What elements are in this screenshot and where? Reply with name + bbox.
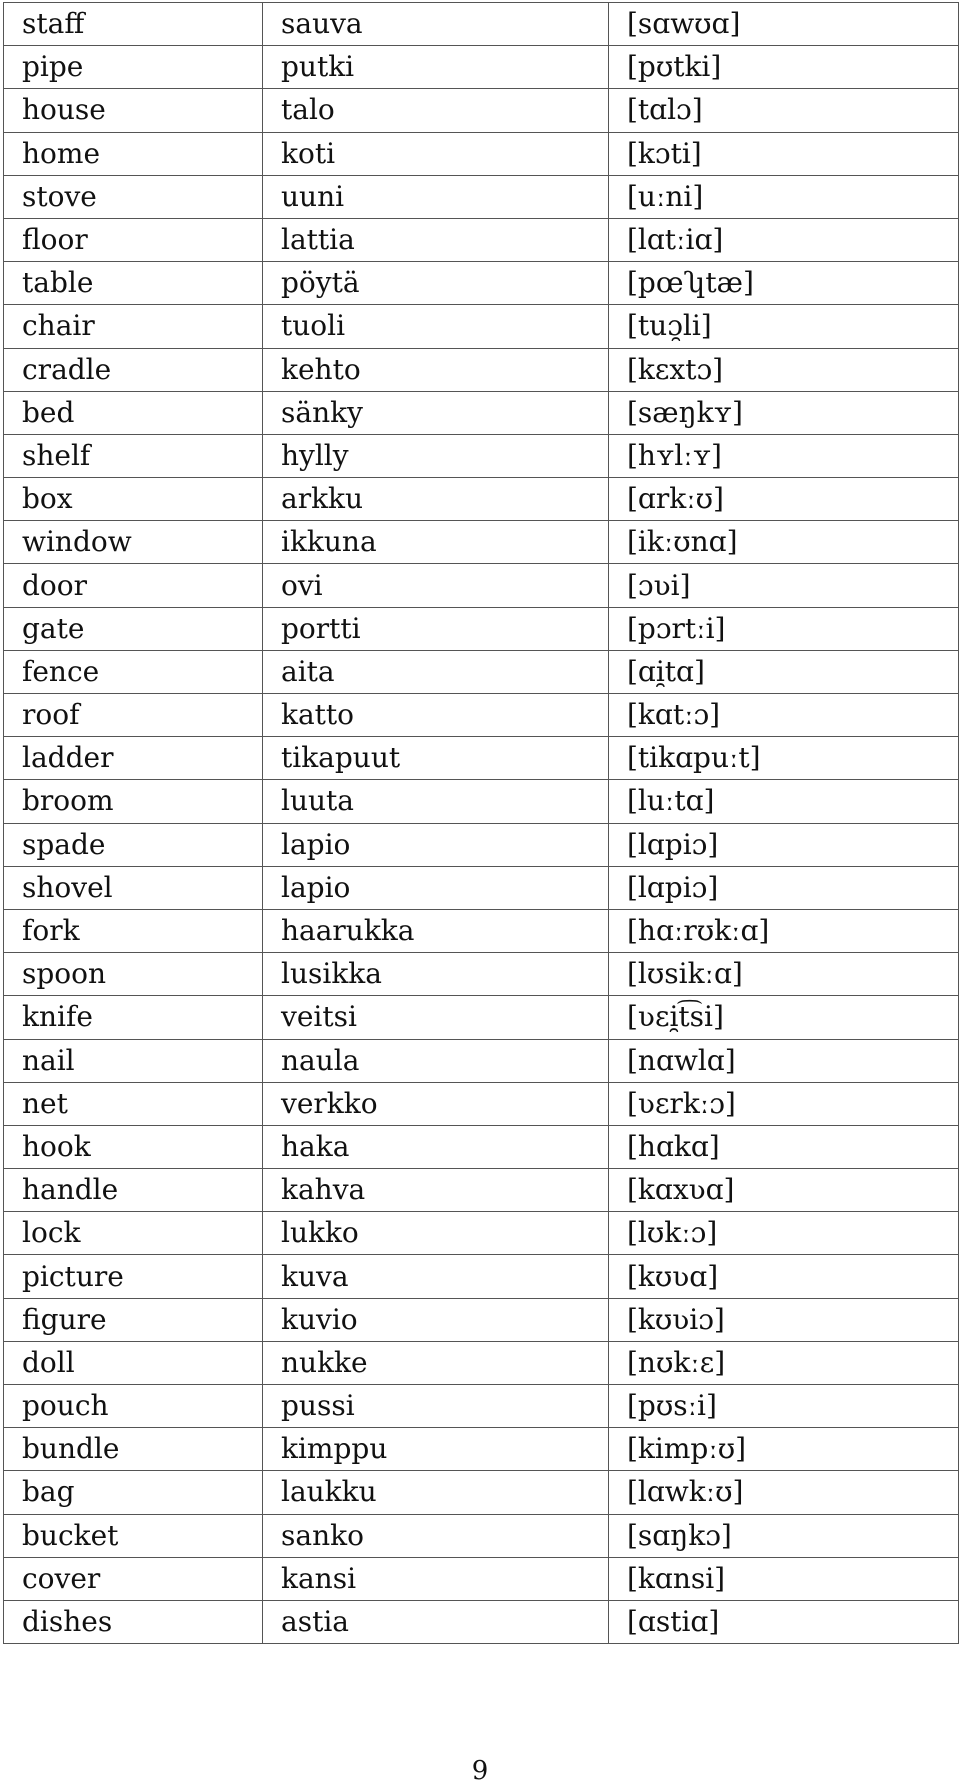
finnish-word-cell: kansi	[263, 1557, 609, 1600]
table-row	[4, 1212, 959, 1255]
table-row	[4, 1298, 959, 1341]
finnish-word-cell: nukke	[263, 1341, 609, 1384]
finnish-word-cell: aita	[263, 650, 609, 693]
table-row	[4, 1169, 959, 1212]
ipa-transcription-cell: [pœʮtæ]	[609, 262, 959, 305]
finnish-word-cell: uuni	[263, 175, 609, 218]
finnish-word-cell: lukko	[263, 1212, 609, 1255]
english-word-cell: net	[4, 1082, 263, 1125]
ipa-transcription-cell: [pɔrtːi]	[609, 607, 959, 650]
table-row	[4, 1514, 959, 1557]
english-word-cell: pouch	[4, 1385, 263, 1428]
english-word-cell: floor	[4, 218, 263, 261]
finnish-word-cell: lusikka	[263, 953, 609, 996]
ipa-transcription-cell: [sæŋkʏ]	[609, 391, 959, 434]
finnish-word-cell: ovi	[263, 564, 609, 607]
ipa-transcription-cell: [lʊsikːɑ]	[609, 953, 959, 996]
english-word-cell: fence	[4, 650, 263, 693]
english-word-cell: pipe	[4, 46, 263, 89]
finnish-word-cell: veitsi	[263, 996, 609, 1039]
table-row	[4, 3, 959, 46]
finnish-word-cell: kehto	[263, 348, 609, 391]
finnish-word-cell: luuta	[263, 780, 609, 823]
finnish-word-cell: tikapuut	[263, 737, 609, 780]
english-word-cell: gate	[4, 607, 263, 650]
english-word-cell: roof	[4, 694, 263, 737]
finnish-word-cell: lapio	[263, 823, 609, 866]
ipa-transcription-cell: [lɑwkːʊ]	[609, 1471, 959, 1514]
ipa-transcription-cell: [ikːʊnɑ]	[609, 521, 959, 564]
table-row	[4, 478, 959, 521]
english-word-cell: door	[4, 564, 263, 607]
ipa-transcription-cell: [sɑwʊɑ]	[609, 3, 959, 46]
ipa-transcription-cell: [kɑxʋɑ]	[609, 1169, 959, 1212]
english-word-cell: lock	[4, 1212, 263, 1255]
ipa-transcription-cell: [hɑkɑ]	[609, 1125, 959, 1168]
english-word-cell: doll	[4, 1341, 263, 1384]
ipa-transcription-cell: [sɑŋkɔ]	[609, 1514, 959, 1557]
ipa-transcription-cell: [nʊkːɛ]	[609, 1341, 959, 1384]
finnish-word-cell: pöytä	[263, 262, 609, 305]
english-word-cell: table	[4, 262, 263, 305]
english-word-cell: bag	[4, 1471, 263, 1514]
finnish-word-cell: talo	[263, 89, 609, 132]
table-row	[4, 953, 959, 996]
table-row	[4, 89, 959, 132]
finnish-word-cell: portti	[263, 607, 609, 650]
ipa-transcription-cell: [hɑːrʊkːɑ]	[609, 909, 959, 952]
table-row	[4, 1557, 959, 1600]
ipa-transcription-cell: [luːtɑ]	[609, 780, 959, 823]
finnish-word-cell: naula	[263, 1039, 609, 1082]
table-row	[4, 262, 959, 305]
english-word-cell: ladder	[4, 737, 263, 780]
table-row	[4, 1255, 959, 1298]
ipa-transcription-cell: [uːni]	[609, 175, 959, 218]
english-word-cell: broom	[4, 780, 263, 823]
english-word-cell: box	[4, 478, 263, 521]
finnish-word-cell: lattia	[263, 218, 609, 261]
table-row	[4, 607, 959, 650]
table-row	[4, 780, 959, 823]
finnish-word-cell: laukku	[263, 1471, 609, 1514]
table-row	[4, 1600, 959, 1643]
ipa-transcription-cell: [ɑstiɑ]	[609, 1600, 959, 1643]
table-row	[4, 132, 959, 175]
table-row	[4, 694, 959, 737]
vocabulary-table	[3, 2, 959, 1644]
english-word-cell: stove	[4, 175, 263, 218]
ipa-transcription-cell: [ʋɛi̯t͡si]	[609, 996, 959, 1039]
finnish-word-cell: pussi	[263, 1385, 609, 1428]
ipa-transcription-cell: [tikɑpuːt]	[609, 737, 959, 780]
table-row	[4, 434, 959, 477]
table-row	[4, 1428, 959, 1471]
finnish-word-cell: katto	[263, 694, 609, 737]
english-word-cell: bundle	[4, 1428, 263, 1471]
finnish-word-cell: sänky	[263, 391, 609, 434]
ipa-transcription-cell: [kɑtːɔ]	[609, 694, 959, 737]
english-word-cell: house	[4, 89, 263, 132]
english-word-cell: hook	[4, 1125, 263, 1168]
table-row	[4, 1125, 959, 1168]
finnish-word-cell: putki	[263, 46, 609, 89]
english-word-cell: bed	[4, 391, 263, 434]
finnish-word-cell: tuoli	[263, 305, 609, 348]
table-row	[4, 996, 959, 1039]
vocabulary-table-body	[4, 3, 959, 1644]
table-row	[4, 218, 959, 261]
english-word-cell: cradle	[4, 348, 263, 391]
finnish-word-cell: kuvio	[263, 1298, 609, 1341]
table-row	[4, 1082, 959, 1125]
table-row	[4, 1385, 959, 1428]
ipa-transcription-cell: [lɑpiɔ]	[609, 866, 959, 909]
ipa-transcription-cell: [hʏlːʏ]	[609, 434, 959, 477]
finnish-word-cell: kuva	[263, 1255, 609, 1298]
english-word-cell: handle	[4, 1169, 263, 1212]
english-word-cell: knife	[4, 996, 263, 1039]
table-row	[4, 737, 959, 780]
english-word-cell: dishes	[4, 1600, 263, 1643]
page-number: 9	[471, 1756, 489, 1786]
english-word-cell: fork	[4, 909, 263, 952]
finnish-word-cell: kahva	[263, 1169, 609, 1212]
finnish-word-cell: haka	[263, 1125, 609, 1168]
finnish-word-cell: ikkuna	[263, 521, 609, 564]
ipa-transcription-cell: [kɛxtɔ]	[609, 348, 959, 391]
finnish-word-cell: koti	[263, 132, 609, 175]
ipa-transcription-cell: [lʊkːɔ]	[609, 1212, 959, 1255]
english-word-cell: shelf	[4, 434, 263, 477]
finnish-word-cell: astia	[263, 1600, 609, 1643]
english-word-cell: staff	[4, 3, 263, 46]
finnish-word-cell: lapio	[263, 866, 609, 909]
english-word-cell: bucket	[4, 1514, 263, 1557]
finnish-word-cell: kimppu	[263, 1428, 609, 1471]
table-row	[4, 391, 959, 434]
finnish-word-cell: sanko	[263, 1514, 609, 1557]
finnish-word-cell: arkku	[263, 478, 609, 521]
english-word-cell: spoon	[4, 953, 263, 996]
english-word-cell: picture	[4, 1255, 263, 1298]
table-row	[4, 909, 959, 952]
ipa-transcription-cell: [kimpːʊ]	[609, 1428, 959, 1471]
english-word-cell: figure	[4, 1298, 263, 1341]
english-word-cell: chair	[4, 305, 263, 348]
table-row	[4, 823, 959, 866]
ipa-transcription-cell: [ɑrkːʊ]	[609, 478, 959, 521]
english-word-cell: window	[4, 521, 263, 564]
ipa-transcription-cell: [kɔti]	[609, 132, 959, 175]
table-row	[4, 348, 959, 391]
ipa-transcription-cell: [kɑnsi]	[609, 1557, 959, 1600]
table-row	[4, 1471, 959, 1514]
english-word-cell: shovel	[4, 866, 263, 909]
table-row	[4, 564, 959, 607]
ipa-transcription-cell: [tuɔ̯li]	[609, 305, 959, 348]
english-word-cell: spade	[4, 823, 263, 866]
finnish-word-cell: verkko	[263, 1082, 609, 1125]
table-row	[4, 1039, 959, 1082]
table-row	[4, 650, 959, 693]
finnish-word-cell: haarukka	[263, 909, 609, 952]
english-word-cell: cover	[4, 1557, 263, 1600]
table-row	[4, 46, 959, 89]
ipa-transcription-cell: [lɑtːiɑ]	[609, 218, 959, 261]
finnish-word-cell: sauva	[263, 3, 609, 46]
ipa-transcription-cell: [kʊʋɑ]	[609, 1255, 959, 1298]
table-row	[4, 175, 959, 218]
ipa-transcription-cell: [kʊʋiɔ]	[609, 1298, 959, 1341]
table-row	[4, 866, 959, 909]
ipa-transcription-cell: [nɑwlɑ]	[609, 1039, 959, 1082]
ipa-transcription-cell: [ɑi̯tɑ]	[609, 650, 959, 693]
english-word-cell: home	[4, 132, 263, 175]
ipa-transcription-cell: [pʊsːi]	[609, 1385, 959, 1428]
ipa-transcription-cell: [tɑlɔ]	[609, 89, 959, 132]
ipa-transcription-cell: [pʊtki]	[609, 46, 959, 89]
ipa-transcription-cell: [ɔʋi]	[609, 564, 959, 607]
ipa-transcription-cell: [lɑpiɔ]	[609, 823, 959, 866]
table-row	[4, 521, 959, 564]
table-row	[4, 305, 959, 348]
table-row	[4, 1341, 959, 1384]
finnish-word-cell: hylly	[263, 434, 609, 477]
ipa-transcription-cell: [ʋɛrkːɔ]	[609, 1082, 959, 1125]
english-word-cell: nail	[4, 1039, 263, 1082]
